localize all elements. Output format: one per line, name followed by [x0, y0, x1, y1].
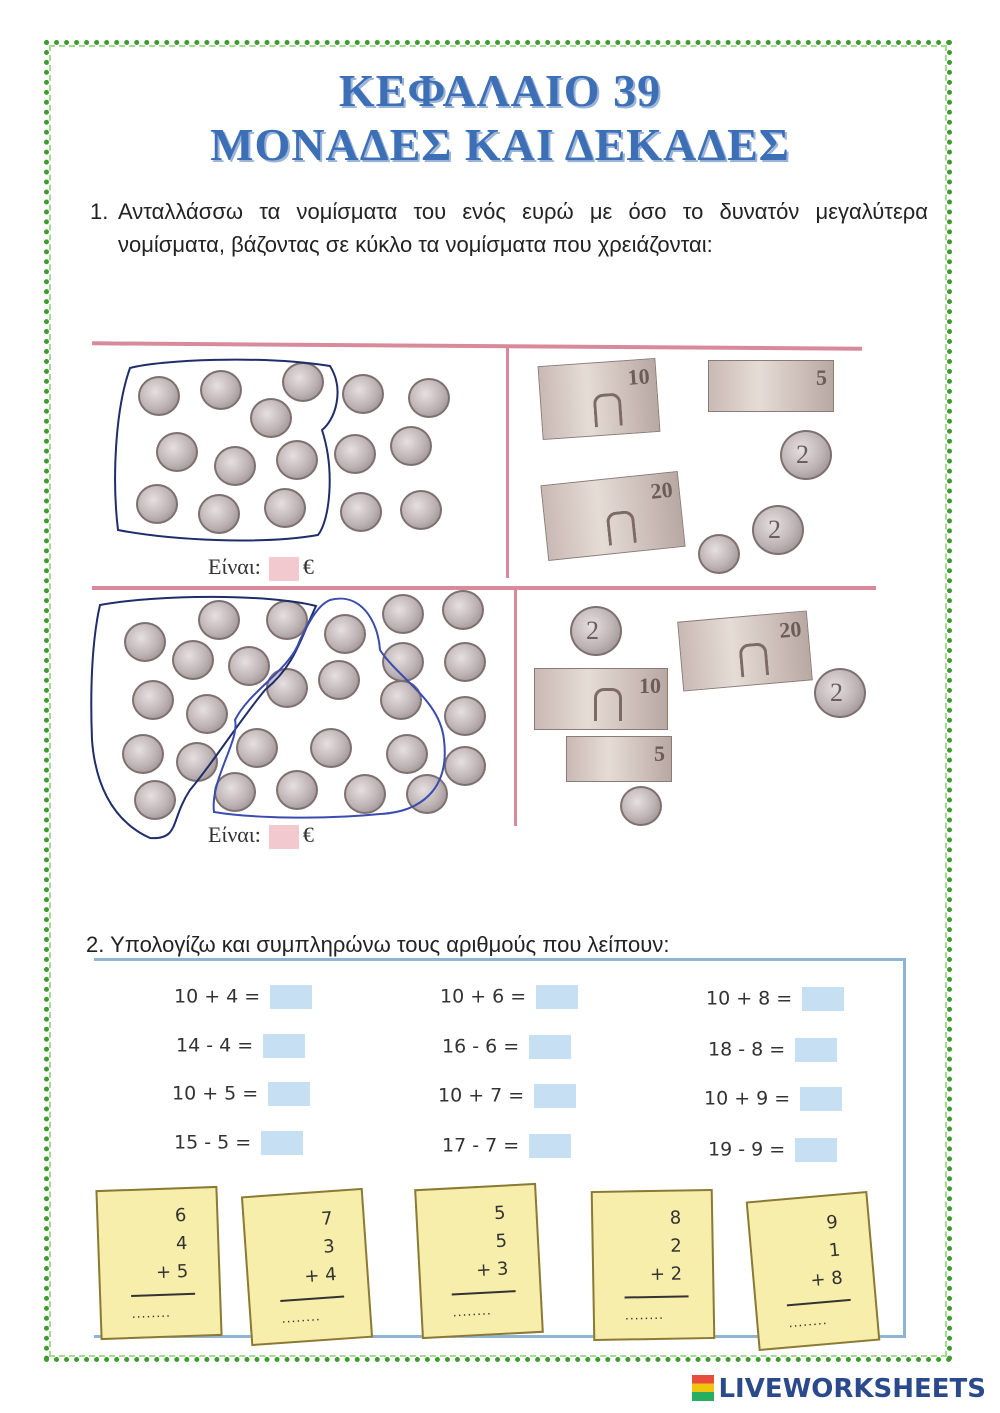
- equation: 10 + 7 =: [438, 1084, 576, 1108]
- addition-card: 6 4 + 5 ........: [95, 1186, 222, 1340]
- answer-field[interactable]: ........: [131, 1303, 172, 1321]
- answer-field[interactable]: [802, 987, 844, 1011]
- bill-5: 5: [566, 736, 672, 782]
- answer-field[interactable]: [268, 1082, 310, 1106]
- coin-2-euro: 2: [752, 505, 804, 555]
- answer-field[interactable]: [270, 985, 312, 1009]
- question-2-number: 2.: [86, 932, 105, 957]
- equation: 17 - 7 =: [442, 1134, 571, 1158]
- equation: 10 + 4 =: [174, 985, 312, 1009]
- addition-card: 8 2 + 2 ........: [591, 1189, 716, 1341]
- answer-field[interactable]: [536, 985, 578, 1009]
- bill-10: 10: [538, 358, 661, 440]
- coin-2-euro: 2: [814, 668, 866, 718]
- answer-field[interactable]: [263, 1034, 305, 1058]
- bill-10: 10: [534, 668, 668, 730]
- answer-field[interactable]: [795, 1038, 837, 1062]
- bill-20: 20: [540, 471, 685, 561]
- answer-field[interactable]: [261, 1131, 303, 1155]
- coin-2-euro: 2: [780, 430, 832, 480]
- answer-field[interactable]: [800, 1087, 842, 1111]
- answer-field[interactable]: ........: [624, 1305, 665, 1323]
- equation: 15 - 5 =: [174, 1131, 303, 1155]
- bill-20: 20: [677, 610, 813, 691]
- answer-field[interactable]: ........: [452, 1301, 493, 1320]
- answer-field[interactable]: [529, 1134, 571, 1158]
- addition-card: 9 1 + 8 ........: [746, 1191, 881, 1351]
- brand-logo: LIVEWORKSHEETS: [692, 1374, 986, 1404]
- addition-card: 5 5 + 3 ........: [414, 1183, 544, 1339]
- answer-field[interactable]: [795, 1138, 837, 1162]
- equation: 10 + 5 =: [172, 1082, 310, 1106]
- question-1-text: Ανταλλάσσω τα νομίσματα του ενός ευρώ με όσο το δυνατόν μεγαλύτερα νομίσματα, βάζοντας σε κύκλο τα νομίσματα που χρειάζονται:: [118, 199, 928, 257]
- section-2-answer: Είναι: €: [208, 822, 314, 847]
- question-2-text: Υπολογίζω και συμπληρώνω τους αριθμούς που λείπουν:: [110, 932, 670, 957]
- bill-5: 5: [708, 360, 834, 412]
- equation: 10 + 6 =: [440, 985, 578, 1009]
- answer-field[interactable]: [529, 1035, 571, 1059]
- equation: 10 + 8 =: [706, 987, 844, 1011]
- addition-card: 7 3 + 4 ........: [241, 1188, 373, 1346]
- equation: 14 - 4 =: [176, 1034, 305, 1058]
- equation: 16 - 6 =: [442, 1035, 571, 1059]
- section-1-answer: Είναι: €: [208, 554, 314, 579]
- liveworksheets-icon: [692, 1375, 714, 1401]
- coin-2-euro: 2: [570, 606, 622, 656]
- page-subtitle: ΜΟΝΑΔΕΣ ΚΑΙ ΔΕΚΑΔΕΣ: [210, 119, 790, 170]
- page-title: ΚΕΦΑΛΑΙΟ 39: [338, 65, 662, 116]
- answer-field[interactable]: ........: [787, 1310, 829, 1331]
- question-2: [86, 928, 886, 961]
- equation: 18 - 8 =: [708, 1038, 837, 1062]
- equation: 10 + 9 =: [704, 1087, 842, 1111]
- equation: 19 - 9 =: [708, 1138, 837, 1162]
- question-1-number: 1.: [90, 199, 109, 224]
- answer-field[interactable]: ........: [280, 1307, 322, 1326]
- answer-field[interactable]: [534, 1084, 576, 1108]
